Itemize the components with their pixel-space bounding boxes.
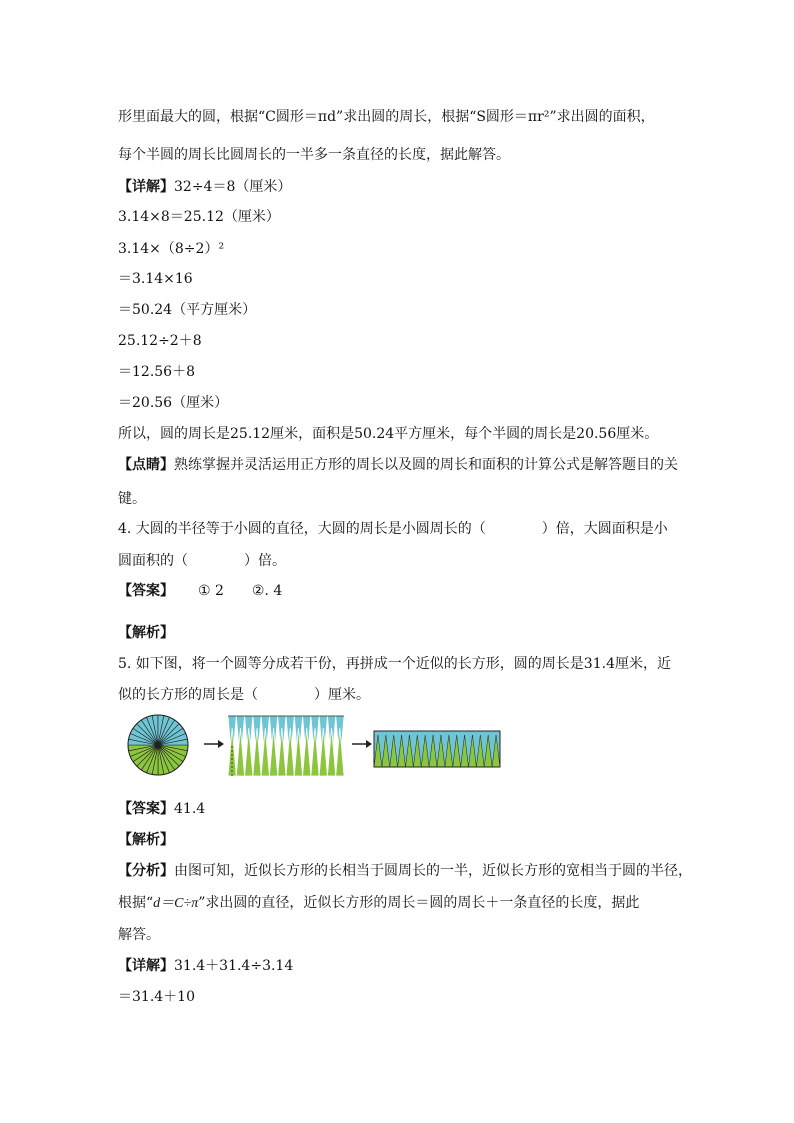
text-line-12: [118, 490, 146, 508]
circle-to-rectangle-figure: [120, 714, 510, 778]
line-text: ＝12.56＋8: [118, 364, 195, 380]
text-line-2: [118, 178, 291, 196]
line-text: 似的长方形的周长是（ ）厘米。: [118, 687, 370, 703]
text-line-4: [118, 240, 224, 258]
section-label: 【答案】: [118, 583, 174, 599]
line-text: 32÷4＝8（厘米）: [174, 179, 292, 195]
section-label: 【解析】: [118, 625, 174, 641]
analysis-label-q4: [118, 624, 174, 642]
approximate-rectangle: [374, 731, 500, 767]
answer-1: ① 2: [198, 583, 224, 599]
analysis-line-1: [118, 862, 692, 880]
line-text: 由图可知，近似长方形的长相当于圆周长的一半，近似长方形的宽相当于圆的半径，: [174, 863, 692, 879]
bottom-sector: [294, 728, 302, 776]
line-text: 根据“: [118, 895, 154, 911]
formula: d＝C÷π: [153, 896, 199, 911]
section-label: 【分析】: [118, 863, 174, 879]
bottom-sector: [327, 728, 335, 776]
bottom-sector: [303, 728, 311, 776]
bottom-sector: [245, 728, 253, 776]
bottom-sector: [319, 728, 327, 776]
line-text: ＝3.14×16: [118, 271, 193, 287]
line-text: ＝20.56（厘米）: [118, 395, 229, 411]
answer-line-q4: [118, 582, 282, 600]
bottom-sector: [261, 728, 269, 776]
line-text: 31.4＋31.4÷3.14: [174, 958, 294, 974]
line-text: 41.4: [174, 801, 206, 817]
answer-line-q5: [118, 800, 205, 818]
text-line-8: [118, 363, 195, 381]
line-text: 形里面最大的圆，根据“C圆形＝πd”求出圆的周长，根据“S圆形＝πr²”求出圆的面积，: [118, 109, 655, 125]
line-text: ＝31.4＋10: [118, 989, 195, 1005]
text-line-1: [118, 146, 510, 164]
bottom-sector: [236, 728, 244, 776]
arrow-right-icon: [352, 740, 372, 748]
section-label: 【解析】: [118, 832, 174, 848]
bottom-sector: [269, 728, 277, 776]
line-text: 解答。: [118, 927, 160, 943]
line-text: 圆面积的（ ）倍。: [118, 553, 286, 569]
line-text: 熟练掌握并灵活运用正方形的周长以及圆的周长和面积的计算公式是解答题目的关: [174, 457, 678, 473]
analysis-line-2: [118, 894, 639, 913]
arrow-right-icon: [204, 740, 224, 748]
section-label: 【详解】: [118, 179, 174, 195]
text-line-7: [118, 332, 202, 350]
line-text: ＝50.24（平方厘米）: [118, 302, 257, 318]
analysis-label-q5: [118, 831, 174, 849]
line-text: 每个半圆的周长比圆周长的一半多一条直径的长度，据此解答。: [118, 147, 510, 163]
text-line-6: [118, 301, 256, 319]
line-text: 所以，圆的周长是25.12厘米，面积是50.24平方厘米，每个半圆的周长是20.56厘米。: [118, 426, 659, 442]
text-line-10: [118, 425, 658, 443]
detail-line-1: [118, 957, 293, 975]
line-text: 25.12÷2＋8: [118, 333, 202, 349]
bottom-sector: [253, 728, 261, 776]
line-text: 5. 如下图，将一个圆等分成若干份，再拼成一个近似的长方形，圆的周长是31.4厘米，近: [118, 656, 671, 672]
line-text: ”求出圆的直径，近似长方形的周长＝圆的周长＋一条直径的长度，据此: [198, 895, 640, 911]
text-line-0: [118, 108, 655, 126]
section-label: 【答案】: [118, 801, 174, 817]
detail-line-2: [118, 988, 195, 1006]
line-text: 3.14×8＝25.12（厘米）: [118, 209, 280, 225]
bottom-sector: [311, 728, 319, 776]
text-line-9: [118, 394, 228, 412]
question-5-line-1: [118, 655, 671, 673]
analysis-line-3: [118, 926, 160, 944]
question-4-line-1: [118, 520, 668, 538]
answer-2: ②. 4: [251, 583, 283, 599]
question-4-line-2: [118, 552, 286, 570]
text-line-3: [118, 208, 280, 226]
section-label: 【点睛】: [118, 457, 174, 473]
section-label: 【详解】: [118, 958, 174, 974]
line-text: 3.14×（8÷2）²: [118, 241, 225, 257]
bottom-sector: [286, 728, 294, 776]
line-text: 键。: [118, 491, 146, 507]
text-line-11: [118, 456, 678, 474]
line-text: 4. 大圆的半径等于小圆的直径，大圆的周长是小圆周长的（ ）倍，大圆面积是小: [118, 521, 668, 537]
arranged-sectors: [228, 716, 344, 776]
question-5-line-2: [118, 686, 370, 704]
bottom-sector: [278, 728, 286, 776]
text-line-5: [118, 270, 193, 288]
divided-circle: [128, 715, 188, 775]
bottom-sector: [336, 728, 344, 776]
